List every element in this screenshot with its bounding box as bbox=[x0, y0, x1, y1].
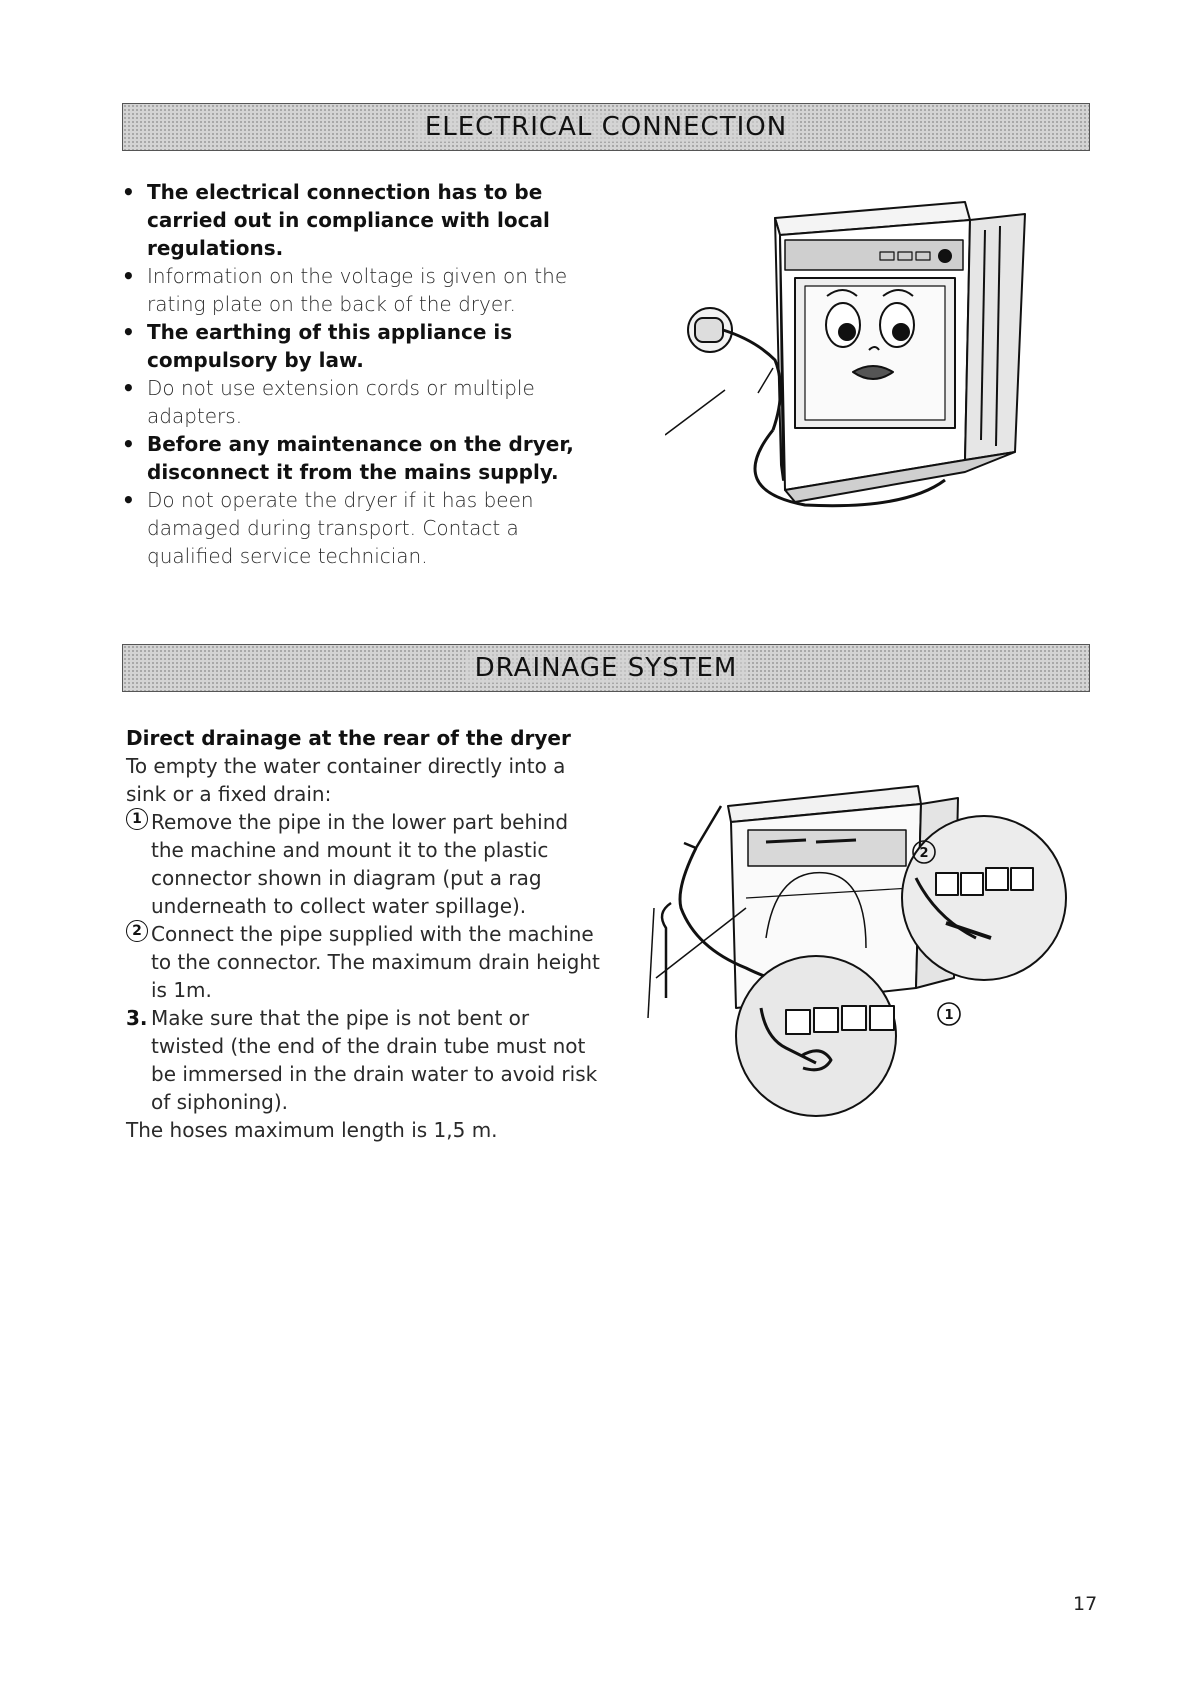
drainage-intro: To empty the water container directly into a sink or a fixed drain: bbox=[126, 754, 566, 806]
list-item bbox=[126, 1004, 606, 1116]
step-text: Make sure that the pipe is not bent or twisted (the end of the drain tube must not be immersed in the drain water to avoid risk of siphoning). bbox=[151, 1006, 598, 1114]
step-text: Remove the pipe in the lower part behind the machine and mount it to the plastic connector shown in diagram (put a rag underneath to collect water spillage). bbox=[151, 810, 569, 918]
list-item: • Do not use extension cords or multiple adapters. bbox=[120, 374, 590, 430]
list-item bbox=[126, 808, 606, 920]
step-number: 2 bbox=[126, 920, 148, 942]
list-item bbox=[126, 920, 606, 1004]
section-title-electrical: ELECTRICAL CONNECTION bbox=[415, 112, 797, 142]
section-banner-electrical bbox=[122, 103, 1090, 151]
list-item: • The electrical connection has to be carried out in compliance with local regulations. bbox=[120, 178, 590, 262]
section-banner-drainage bbox=[122, 644, 1090, 692]
section-title-drainage: DRAINAGE SYSTEM bbox=[465, 653, 748, 683]
page-number: 17 bbox=[1073, 1593, 1098, 1615]
list-item: • The earthing of this appliance is compulsory by law. bbox=[120, 318, 590, 374]
dryer-drainage-illustration bbox=[636, 778, 1076, 1118]
list-item: • Information on the voltage is given on the rating plate on the back of the dryer. bbox=[120, 262, 590, 318]
electrical-bullet-list bbox=[120, 178, 590, 570]
step-number: 1 bbox=[126, 808, 148, 830]
drainage-footer: The hoses maximum length is 1,5 m. bbox=[126, 1118, 498, 1142]
callout-1: 1 bbox=[944, 1008, 954, 1023]
step-text: Connect the pipe supplied with the machine to the connector. The maximum drain height is 1m. bbox=[151, 922, 600, 1002]
dryer-plug-illustration bbox=[665, 190, 1045, 530]
list-item: • Before any maintenance on the dryer, disconnect it from the mains supply. bbox=[120, 430, 590, 486]
step-number: 3. bbox=[126, 1006, 148, 1030]
drainage-text bbox=[126, 724, 606, 1144]
drainage-subheading: Direct drainage at the rear of the dryer bbox=[126, 726, 571, 750]
list-item: • Do not operate the dryer if it has been damaged during transport. Contact a qualified service technician. bbox=[120, 486, 590, 570]
callout-2: 2 bbox=[919, 846, 929, 861]
